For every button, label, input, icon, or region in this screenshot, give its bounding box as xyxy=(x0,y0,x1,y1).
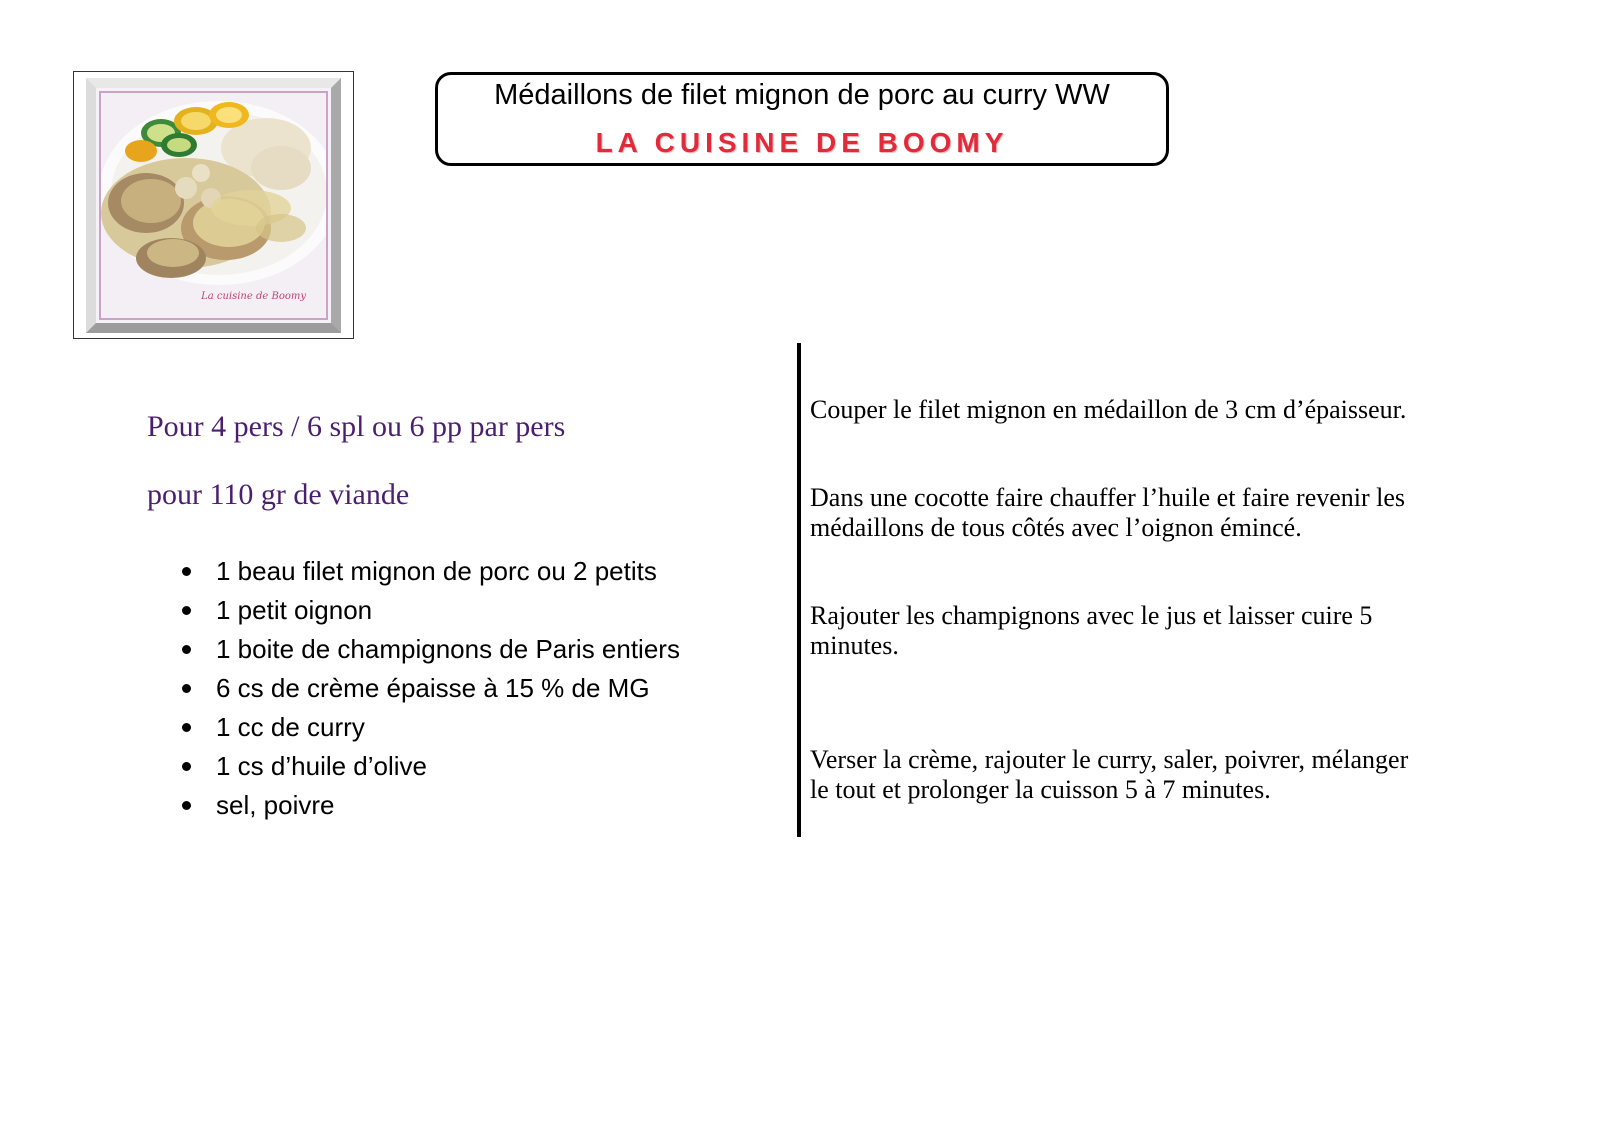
ingredient-text: 1 beau filet mignon de porc ou 2 petits xyxy=(216,556,657,586)
ingredient-item xyxy=(178,555,680,594)
brand-name: LA CUISINE DE BOOMY xyxy=(595,127,1009,158)
recipe-photo-frame xyxy=(73,71,354,339)
bullet-icon xyxy=(182,762,191,771)
ingredient-list xyxy=(178,555,680,828)
instruction-step: Dans une cocotte faire chauffer l’huile et faire revenir les médaillons de tous côtés avec l’oignon émincé. xyxy=(810,483,1406,542)
instruction-step: Verser la crème, rajouter le curry, saler, poivrer, mélanger le tout et prolonger la cuisson 5 à 7 minutes. xyxy=(810,745,1409,804)
bullet-icon xyxy=(182,567,191,576)
meat-quantity: pour 110 gr de viande xyxy=(147,478,410,511)
dish-illustration xyxy=(101,93,326,318)
title-box xyxy=(435,72,1169,166)
bullet-icon xyxy=(182,684,191,693)
recipe-title: Médaillons de filet mignon de porc au curry WW xyxy=(494,79,1110,111)
ingredient-text: 1 cc de curry xyxy=(216,712,365,742)
ingredient-text: 1 petit oignon xyxy=(216,595,373,625)
ingredient-item xyxy=(178,711,680,750)
ingredient-text: 6 cs de crème épaisse à 15 % de MG xyxy=(216,673,650,703)
instruction-step: Rajouter les champignons avec le jus et laisser cuire 5 minutes. xyxy=(810,601,1373,660)
bullet-icon xyxy=(182,723,191,732)
bullet-icon xyxy=(182,645,191,654)
bullet-icon xyxy=(182,606,191,615)
column-divider xyxy=(797,343,801,837)
ingredient-text: 1 boite de champignons de Paris entiers xyxy=(216,634,680,664)
servings-info: Pour 4 pers / 6 spl ou 6 pp par pers xyxy=(147,410,566,443)
ingredient-item xyxy=(178,594,680,633)
ingredient-item xyxy=(178,789,680,828)
ingredient-item xyxy=(178,633,680,672)
ingredient-text: sel, poivre xyxy=(216,790,335,820)
ingredient-text: 1 cs d’huile d’olive xyxy=(216,751,428,781)
instruction-step: Couper le filet mignon en médaillon de 3 cm d’épaisseur. xyxy=(810,395,1407,424)
recipe-photo xyxy=(99,91,328,320)
photo-bevel-border xyxy=(86,78,341,333)
bullet-icon xyxy=(182,801,191,810)
ingredient-item xyxy=(178,750,680,789)
photo-signature: La cuisine de Boomy xyxy=(201,291,306,302)
ingredient-item xyxy=(178,672,680,711)
